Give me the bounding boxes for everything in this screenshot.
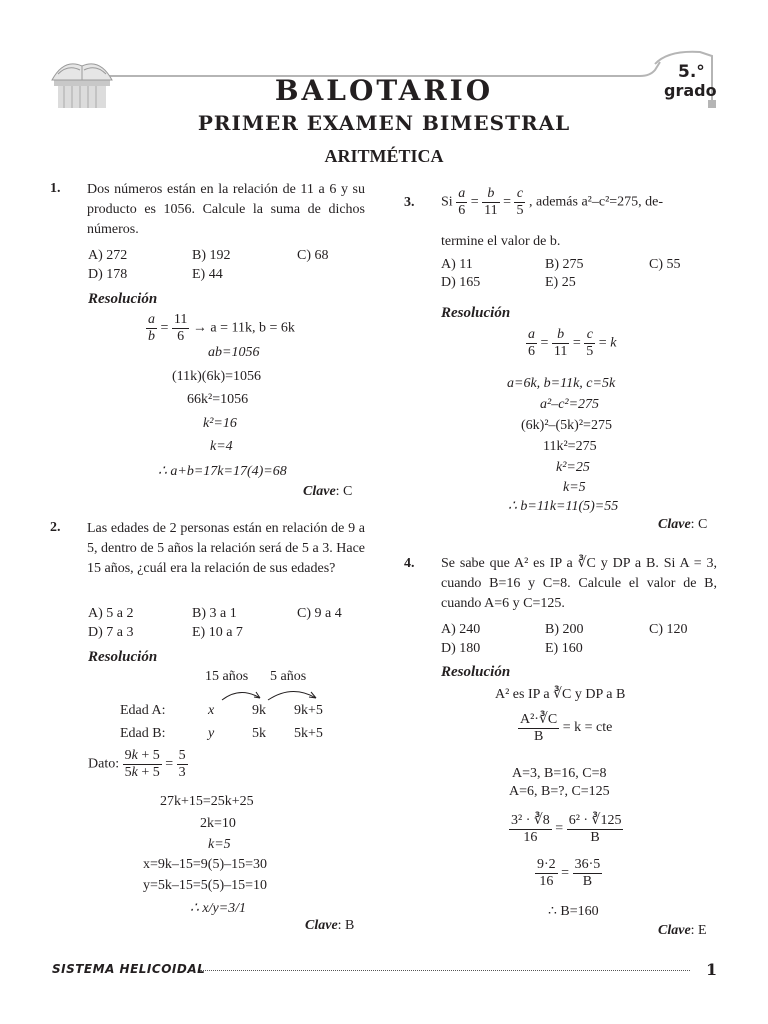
q3-option-c: C) 55 [649, 257, 681, 272]
q2-row-b-label: Edad B: [120, 726, 166, 741]
q3-step-7: ∴ b=11k=11(5)=55 [508, 499, 619, 514]
q1-step-2: (11k)(6k)=1056 [172, 369, 262, 384]
q1-option-b: B) 192 [192, 248, 231, 263]
q4-statement: A² es IP a ∛C y DP a B [495, 687, 626, 702]
page-number: 1 [706, 960, 718, 979]
q1-step-6: ∴ a+b=17k=17(4)=68 [158, 464, 287, 479]
q2-step-5: y=5k–15=5(5)–15=10 [143, 878, 268, 893]
q2-row-a-plus: 9k+5 [294, 703, 323, 718]
q2-arrow-label-1: 15 años [205, 669, 249, 684]
q1-option-e: E) 44 [192, 267, 223, 282]
q3-option-e: E) 25 [545, 275, 576, 290]
q3-resolution-label: Resolución [441, 305, 511, 321]
q4-final: ∴ B=160 [548, 904, 599, 919]
q1-ratio-equation: $\frac{a}{b}$ = $\frac{11}{6}$ → a = 11k, b = 6k [148, 312, 295, 344]
grade-number: 5.° [678, 62, 705, 82]
q2-option-c: C) 9 a 4 [297, 606, 342, 621]
q4-condition-2: A=6, B=?, C=125 [509, 784, 610, 799]
q2-option-b: B) 3 a 1 [192, 606, 237, 621]
q3-step-6: k=5 [563, 480, 586, 495]
q1-ratio-tail: → a = 11k, b = 6k [192, 320, 295, 336]
q1-option-a: A) 272 [88, 248, 128, 263]
q1-option-d: D) 178 [88, 267, 128, 282]
q2-option-d: D) 7 a 3 [88, 625, 134, 640]
q3-option-b: B) 275 [545, 257, 584, 272]
q2-row-b-future: 5k [252, 726, 266, 741]
q2-dato-equation: Dato: $\frac{9k + 5}{5k + 5}$ = $\frac{5}{3}$ [88, 748, 186, 780]
q2-row-a-label: Edad A: [120, 703, 166, 718]
q4-option-a: A) 240 [441, 622, 481, 637]
q2-step-2: 2k=10 [200, 816, 236, 831]
q4-option-c: C) 120 [649, 622, 688, 637]
q1-step-4: k²=16 [203, 416, 237, 431]
q2-arrow-label-2: 5 años [270, 669, 307, 684]
q4-condition-1: A=3, B=16, C=8 [512, 766, 607, 781]
q4-resolution-label: Resolución [441, 664, 511, 680]
q4-substitution-2: $\frac{9\cdot 2}{16}$ = $\frac{36\cdot 5}{B}$ [537, 857, 601, 889]
q2-step-1: 27k+15=25k+25 [160, 794, 254, 809]
q2-step-6: ∴ x/y=3/1 [190, 901, 247, 916]
q1-option-c: C) 68 [297, 248, 329, 263]
q2-option-a: A) 5 a 2 [88, 606, 134, 621]
q2-row-a-now: x [208, 703, 215, 718]
q2-row-b-plus: 5k+5 [294, 726, 323, 741]
question-4-number: 4. [404, 556, 415, 571]
question-3-text-line2: termine el valor de b. [441, 234, 561, 249]
q3-step-3: (6k)²–(5k)²=275 [521, 418, 612, 433]
question-1-text: Dos números están en la relación de 11 a 6 y su producto es 1056. Calcule la suma de dichos números. [87, 182, 365, 237]
q3-step-1: a=6k, b=11k, c=5k [507, 376, 616, 391]
question-3-text: Si $\frac{a}{6}$ = $\frac{b}{11}$ = $\frac{c}{5}$ , además a²–c²=275, de- [441, 186, 664, 218]
q3-step-5: k²=25 [556, 460, 590, 475]
question-3-number: 3. [404, 195, 415, 210]
q2-resolution-label: Resolución [88, 649, 158, 665]
q2-row-a-future: 9k [252, 703, 266, 718]
q1-step-3: 66k²=1056 [187, 392, 249, 407]
page-title: BALOTARIO [274, 74, 494, 107]
question-2-text: Las edades de 2 personas están en relación de 9 a 5, dentro de 5 años la relación será de 5 a 3. Hace 15 años, ¿cuál era la relación de sus edades? [87, 521, 365, 576]
q3-option-d: D) 165 [441, 275, 481, 290]
q3-option-a: A) 11 [441, 257, 473, 272]
q2-option-e: E) 10 a 7 [192, 625, 243, 640]
q4-substitution-1: $\frac{\text{3² · ∛8}}{16}$ = $\frac{\text{6² · ∛125}}{B}$ [511, 813, 622, 845]
q2-arrows [218, 684, 328, 704]
question-2-number: 2. [50, 520, 61, 535]
q3-ratio-equation: $\frac{a}{6}$ = $\frac{b}{11}$ = $\frac{c}{5}$ = k [528, 327, 617, 359]
q3-answer-key: Clave: C [658, 517, 708, 532]
q4-option-e: E) 160 [545, 641, 583, 656]
question-4-text: Se sabe que A² es IP a ∛C y DP a B. Si A = 3, cuando B=16 y C=8. Calcule el valor de B, cuando A=6 y C=125. [441, 556, 717, 611]
q4-option-b: B) 200 [545, 622, 584, 637]
footer-divider [200, 970, 690, 971]
q1-answer-key: Clave: C [303, 484, 353, 499]
question-1-number: 1. [50, 181, 61, 196]
q2-step-4: x=9k–15=9(5)–15=30 [143, 857, 268, 872]
q4-answer-key: Clave: E [658, 923, 707, 938]
q2-answer-key: Clave: B [305, 918, 355, 933]
q4-option-d: D) 180 [441, 641, 481, 656]
footer-brand: SISTEMA HELICOIDAL [52, 962, 206, 976]
page-subtitle: PRIMER EXAMEN BIMESTRAL [197, 111, 571, 135]
q1-step-1: ab=1056 [208, 345, 260, 360]
q1-step-5: k=4 [210, 439, 233, 454]
q1-resolution-label: Resolución [88, 291, 158, 307]
q4-constant-equation: $\frac{\text{A²·∛C}}{B}$ = k = cte [520, 712, 613, 744]
q2-row-b-now: y [208, 726, 215, 741]
grade-label: grado [664, 81, 717, 100]
subject-title: ARITMÉTICA [324, 146, 444, 166]
q3-step-2: a²–c²=275 [540, 397, 600, 412]
q3-step-4: 11k²=275 [543, 439, 597, 454]
q2-step-3: k=5 [208, 837, 231, 852]
